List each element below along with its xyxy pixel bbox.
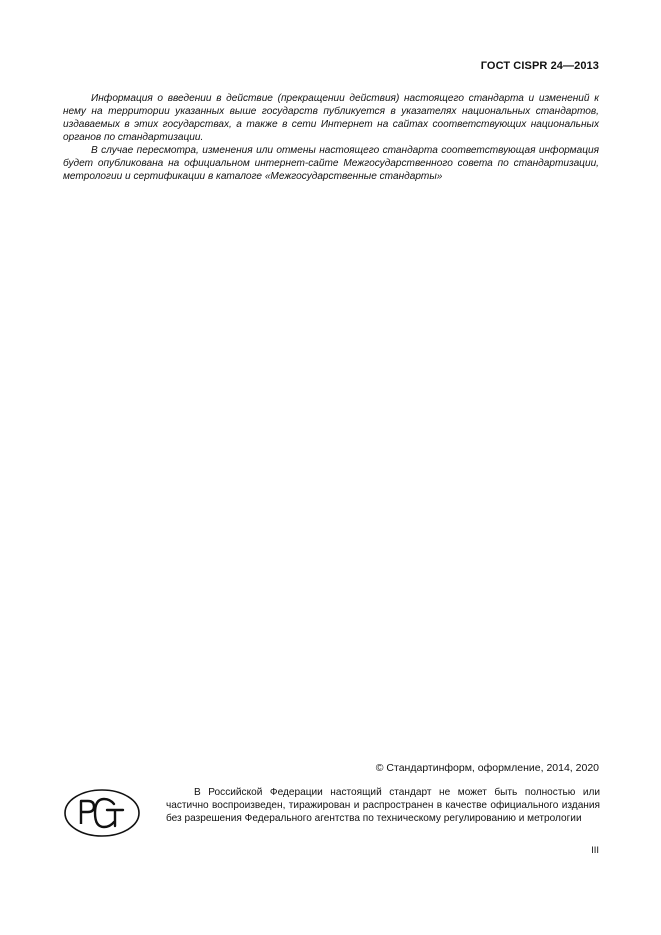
page-number: III [591, 845, 599, 856]
copyright-line: © Стандартинформ, оформление, 2014, 2020 [375, 762, 599, 774]
intro-paragraph: Информация о введении в действие (прекращении действия) настоящего стандарта и изменений к нему на территории указанных выше государств публикуется в указателях национальных стандартов, издаваемых в этих государствах, а также в сети Интернет на сайтах соответствующих национальных органов по стандартизации. [63, 93, 599, 143]
intro-text [63, 92, 599, 183]
notice-paragraph: В Российской Федерации настоящий стандарт не может быть полностью или частично воспроизведен, тиражирован и распространен в качестве официального издания без разрешения Федерального агентства по техническому регулированию и метрологии [166, 787, 600, 824]
copyright-notice [166, 787, 600, 826]
intro-paragraph: В случае пересмотра, изменения или отмены настоящего стандарта соответствующая информация будет опубликована на официальном интернет-сайте Межгосударственного совета по стандартизации, метрологии и сертификации в каталоге «Межгосударственные стандарты» [63, 145, 599, 182]
rst-certification-mark-icon [63, 788, 141, 838]
document-code: ГОСТ CISPR 24—2013 [480, 60, 599, 72]
